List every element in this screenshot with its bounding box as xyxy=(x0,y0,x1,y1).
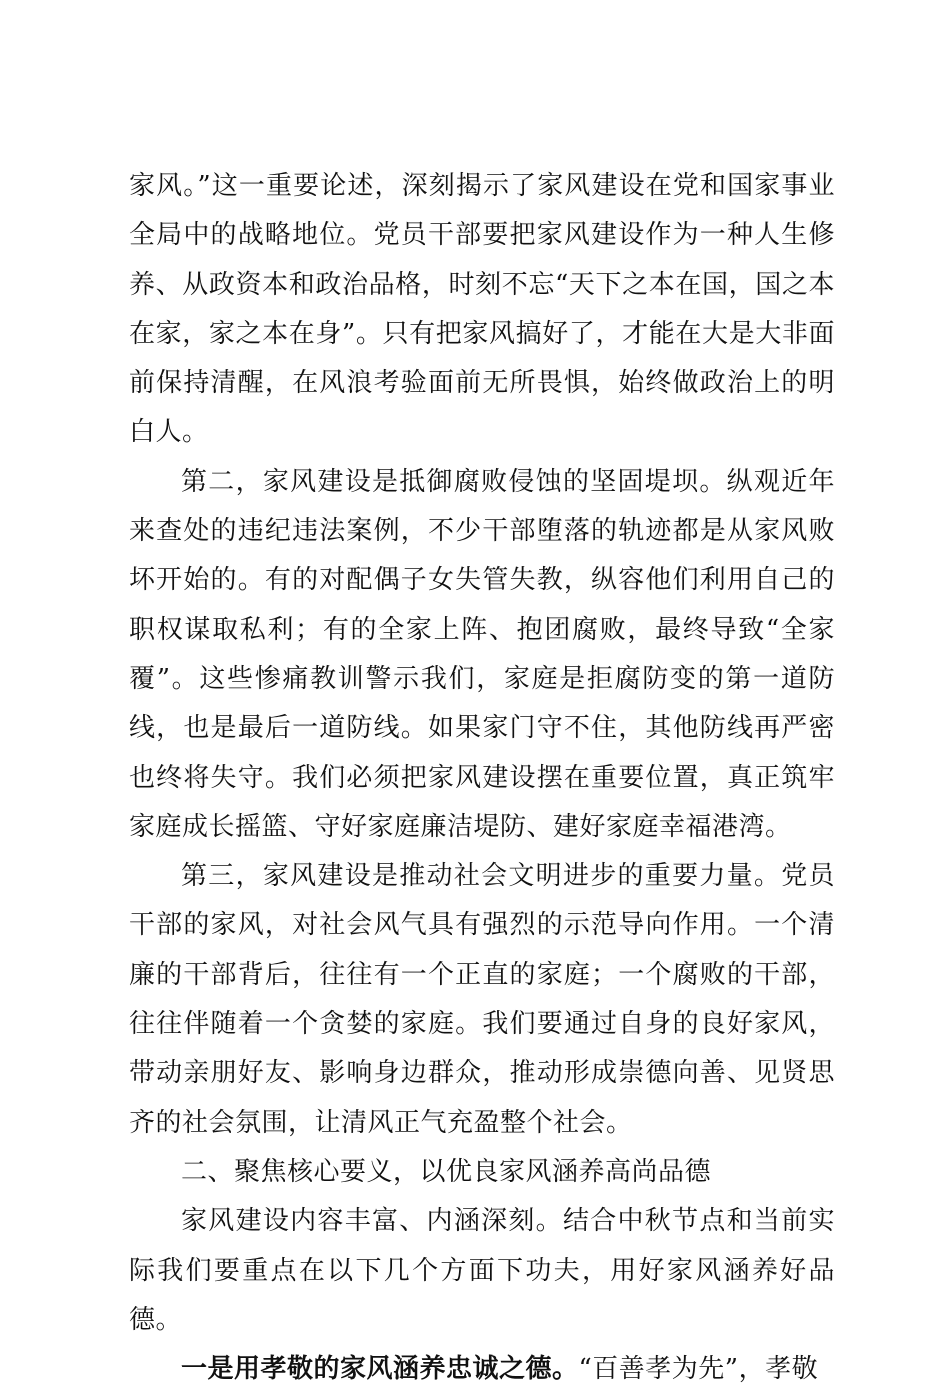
paragraph-second-point: 第二，家风建设是抵御腐败侵蚀的坚固堤坝。纵观近年来查处的违纪违法案例，不少干部堕落的轨迹都是从家风败坏开始的。有的对配偶子女失管失教，纵容他们利用自己的职权谋取私利；有的全家上阵、抱团腐败，最终导致“全家覆”。这些惨痛教训警示我们，家庭是拒腐防变的第一道防线，也是最后一道防线。如果家门守不住，其他防线再严密也终将失守。我们必须把家风建设摆在重要位置，真正筑牢家庭成长摇篮、守好家庭廉洁堤防、建好家庭幸福港湾。 xyxy=(129,466,835,842)
paragraph-first-item-text: “百善孝为先”，孝敬 xyxy=(578,1354,819,1385)
section-heading: 二、聚焦核心要义，以优良家风涵养高尚品德 xyxy=(181,1156,712,1187)
bold-lead-text: 一是用孝敬的家风涵养忠诚之德。 xyxy=(181,1354,579,1385)
paragraph-continuation: 家风。”这一重要论述，深刻揭示了家风建设在党和国家事业全局中的战略地位。党员干部要把家风建设作为一种人生修养、从政资本和政治品格，时刻不忘“天下之本在国，国之本在家，家之本在身”。只有把家风搞好了，才能在大是大非面前保持清醒，在风浪考验面前无所畏惧，始终做政治上的明白人。 xyxy=(129,171,835,448)
paragraph-third-point: 第三，家风建设是推动社会文明进步的重要力量。党员干部的家风，对社会风气具有强烈的示范导向作用。一个清廉的干部背后，往往有一个正直的家庭；一个腐败的干部，往往伴随着一个贪婪的家庭。我们要通过自身的良好家风，带动亲朋好友、影响身边群众，推动形成崇德向善、见贤思齐的社会氛围，让清风正气充盈整个社会。 xyxy=(129,861,835,1138)
paragraph-intro: 家风建设内容丰富、内涵深刻。结合中秋节点和当前实际我们要重点在以下几个方面下功夫，用好家风涵养好品德。 xyxy=(129,1206,835,1335)
document-body xyxy=(129,162,835,1394)
paragraph-first-item xyxy=(129,1345,835,1394)
